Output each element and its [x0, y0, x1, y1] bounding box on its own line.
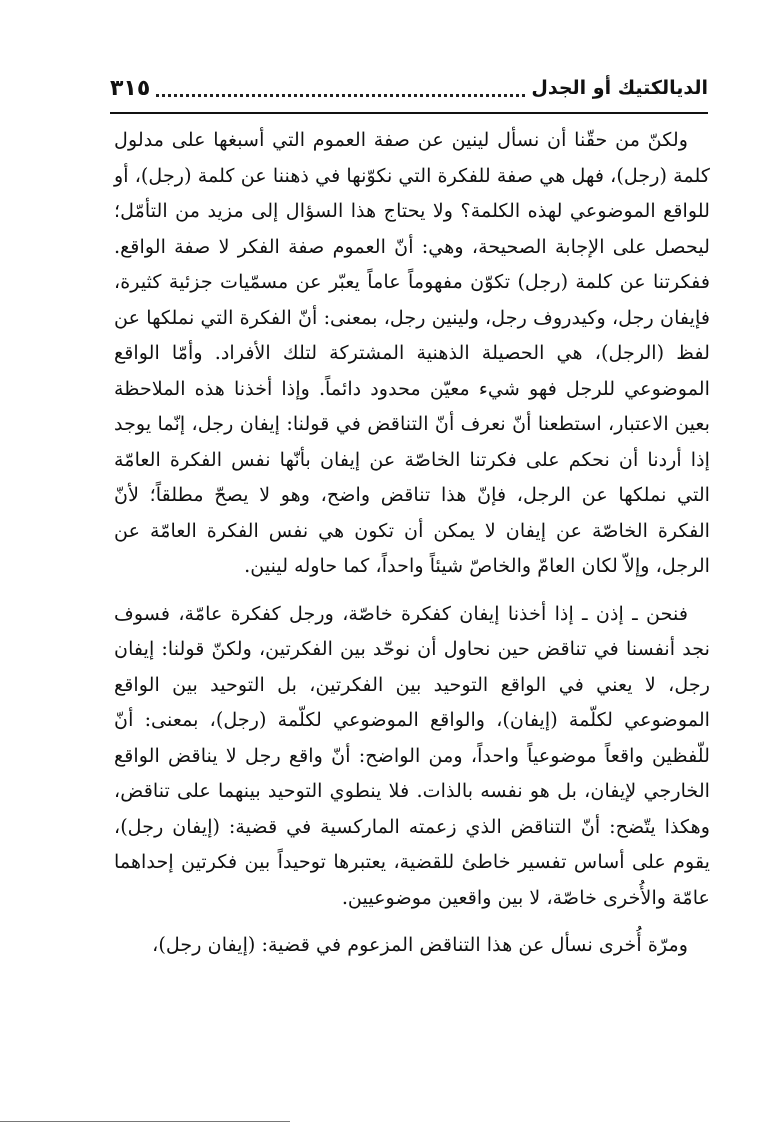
running-title: الديالكتيك أو الجدل: [531, 77, 708, 99]
paragraph-2: فنحن ـ إذن ـ إذا أخذنا إيفان كفكرة خاصّة، ورجل كفكرة عامّة، فسوف نجد أنفسنا في تناقض حين نحاول أن نوحّد بين الفكرتين، ولكنّ قولنا: إيفان رجل، لا يعني في الواقع التوحيد بين الفكرتين، بل التوحيد بين الواقع الموضوعي لكلّمة (إيفان)، والواقع الموضوعي لكلّمة (رجل)، بمعنى: أنّ للّفظين واقعاً موضوعياً واحداً، ومن الواضح: أنّ واقع رجل لا يناقض الواقع الخارجي لإيفان، بل هو نفسه بالذات. فلا ينطوي التوحيد بينهما على تناقض، وهكذا يتّضح: أنّ التناقض الذي زعمته الماركسية في قضية: (إيفان رجل)، يقوم على أساس تفسير خاطئ للقضية، يعتبرها توحيداً بين فكرتين إحداهما عامّة والأُخرى خاصّة، لا بين واقعين موضوعيين.: [114, 601, 710, 909]
paragraph-1: ولكنّ من حقّنا أن نسأل لينين عن صفة العموم التي أسبغها على مدلول كلمة (رجل)، فهل هي صفة للفكرة التي نكوّنها في ذهننا عن كلمة (رجل)، أو للواقع الموضوعي لهذه الكلمة؟ ولا يحتاج هذا السؤال إلى مزيد من التأمّل؛ ليحصل على الإجابة الصحيحة، وهي: أنّ العموم صفة الفكر لا صفة الواقع. ففكرتنا عن كلمة (رجل) تكوّن مفهوماً عاماً يعبّر عن مسمّيات جزئية كثيرة، فإيفان رجل، وكيدروف رجل، ولينين رجل، بمعنى: أنّ الفكرة التي نملكها عن لفظ (الرجل)، هي الحصيلة الذهنية المشتركة لتلك الأفراد. وأمّا الواقع الموضوعي للرجل فهو شيء معيّن محدود دائماً. وإذا أخذنا هذه الملاحظة بعين الاعتبار، استطعنا أنّ نعرف أنّ التناقض في قولنا: إيفان رجل، إنّما يوجد إذا أردنا أن نحكم على فكرتنا الخاصّة عن إيفان بأنّها نفس الفكرة العامّة التي نملكها عن الرجل، فإنّ هذا تناقض واضح، وهو لا يصحّ مطلقاً؛ لأنّ الفكرة الخاصّة عن إيفان لا يمكن أن تكون هي نفس الفكرة العامّة عن الرجل، وإلاّ لكان العامّ والخاصّ شيئاً واحداً، كما حاوله لينين.: [114, 128, 710, 577]
header-rule: [110, 112, 708, 114]
paragraph-3: ومرّة أُخرى نسأل عن هذا التناقض المزعوم في قضية: (إيفان رجل)،: [152, 933, 688, 956]
page-header: [110, 68, 708, 108]
dotted-leader: [156, 80, 525, 97]
bottom-edge-line: [0, 1121, 290, 1122]
body-text: [114, 122, 710, 963]
page-number: ٣١٥: [110, 75, 151, 101]
